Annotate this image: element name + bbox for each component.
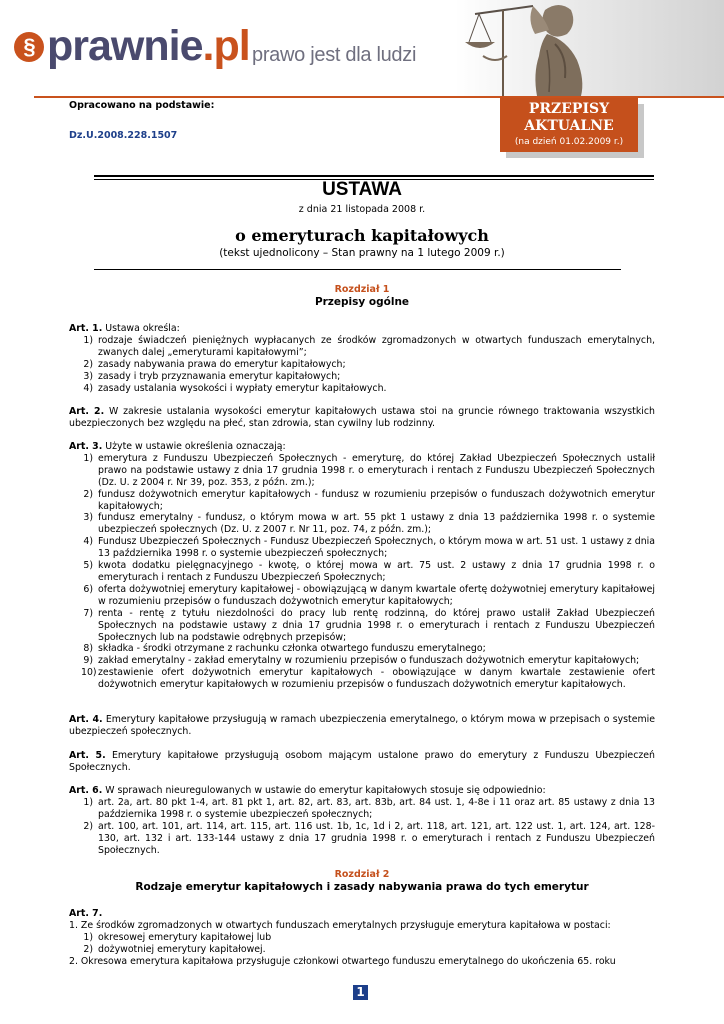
title-rule-top [94,175,654,177]
chapter-1-title: Przepisy ogólne [314,296,410,308]
article-7-heading: Art. 7. [69,908,103,919]
logo-mark-icon: § [14,32,44,62]
article-1 [69,323,655,394]
article-6-heading: Art. 6. [69,785,103,796]
list-item: 1) emerytura z Funduszu Ubezpieczeń Społecznych - emeryturę, do której Zakład Ubezpieczeń Społecznych ustalił prawo na podstawie ustawy z dnia 17 grudnia 1998 r. o emeryturach i rentach z Funduszu Ubezpieczeń Społecznych (Dz. U. z 2004 r. Nr 39, poz. 353, z późn. zm.); [83,452,655,488]
site-logo[interactable]: § prawnie.pl [14,16,250,76]
list-item: 4) zasady ustalania wysokości i wypłaty emerytur kapitałowych. [83,382,387,394]
list-item: 2) art. 100, art. 101, art. 114, art. 115, art. 116 ust. 1b, 1c, 1d i 2, art. 118, art. 121, art. 122 ust. 1, art. 124, art. 128-130, art. 132 i art. 133-144 ustawy z dnia 17 grudnia 1998 r. o emeryturach i rentach z Funduszu Ubezpieczeń Społecznych. [83,820,655,856]
list-item: 7) renta - rentę z tytułu niezdolności do pracy lub rentę rodzinną, do której prawo ustalił Zakład Ubezpieczeń Społecznych na podstawie ustawy z dnia 17 grudnia 1998 r. o emeryturach i rentach z Funduszu Ubezpieczeń Społecznych lub na podstawie odrębnych przepisów; [83,607,655,643]
justice-statue-icon [455,0,724,96]
article-2-text: W zakresie ustalania wysokości emerytur kapitałowych ustawa stoi na gruncie równego traktowania wszystkich ubezpieczonych bez względu na płeć, stan zdrowia, stan cywilny lub rodzinny. [69,406,655,429]
article-4-text: Emerytury kapitałowe przysługują w ramach ubezpieczenia emerytalnego, o którym mowa w przepisach o systemie ubezpieczeń społecznych. [69,714,655,737]
article-3-intro: Użyte w ustawie określenia oznaczają: [105,441,286,452]
site-header [0,0,724,98]
list-item: 2) zasady nabywania prawa do emerytur kapitałowych; [83,358,346,370]
status-badge-shadow [506,101,644,158]
article-1-heading: Art. 1. [69,323,103,334]
chapter-1-label: Rozdział 1 [334,284,390,295]
article-6 [69,785,655,856]
source-reference: Dz.U.2008.228.1507 [69,130,178,141]
article-1-intro: Ustawa określa: [105,323,180,334]
article-3 [69,441,655,691]
list-item: 1) rodzaje świadczeń pieniężnych wypłacanych ze środków zgromadzonych w otwartych funduszach emerytalnych, zwanych dalej „emeryturami kapitałowymi”; [83,334,655,358]
badge-date: (na dzień 01.02.2009 r.) [514,137,624,147]
article-7-paragraph-2: 2. Okresowa emerytura kapitałowa przysługuje członkowi otwartego funduszu emerytalnego do ukończenia 65. roku [69,955,616,967]
document-type: USTAWA [322,179,402,200]
title-rule-bottom [94,269,621,270]
status-badge [500,98,638,152]
article-6-intro: W sprawach nieuregulowanych w ustawie do emerytur kapitałowych stosuje się odpowiednio: [105,785,546,796]
article-7-paragraph-1: 1. Ze środków zgromadzonych w otwartych funduszach emerytalnych przysługuje emerytura kapitałowa w postaci: [69,919,611,931]
document-date: z dnia 21 listopada 2008 r. [298,204,426,215]
article-5-heading: Art. 5. [69,750,106,761]
article-4 [69,714,655,738]
list-item: 4) Fundusz Ubezpieczeń Społecznych - Fundusz Ubezpieczeń Społecznych, o którym mowa w art. 51 ust. 1 ustawy z dnia 13 października 1998 r. o systemie ubezpieczeń społecznych; [83,536,655,560]
list-item: 9) zakład emerytalny - zakład emerytalny w rozumieniu przepisów o funduszach dożywotnich emerytur kapitałowych; [83,655,640,667]
article-4-heading: Art. 4. [69,714,103,725]
source-label: Opracowano na podstawie: [69,100,215,111]
chapter-2-title: Rodzaje emerytur kapitałowych i zasady nabywania prawa do tych emerytur [135,881,589,893]
document-title: o emeryturach kapitałowych [235,226,489,245]
article-7 [69,908,655,968]
article-5-text: Emerytury kapitałowe przysługują osobom mającym ustalone prawo do emerytury z Funduszu Ubezpieczeń Społecznych. [69,750,655,773]
article-2-heading: Art. 2. [69,406,105,417]
list-item: 6) oferta dożywotniej emerytury kapitałowej - obowiązującą w danym kwartale ofertę dożywotniej emerytury kapitałowej w rozumieniu przepisów o funduszach dożywotnich emerytur kapitałowych; [83,583,655,607]
badge-line-1: PRZEPISY [528,101,610,117]
article-5 [69,750,655,774]
chapter-2-label: Rozdział 2 [334,869,390,880]
list-item: 1) okresowej emerytury kapitałowej lub [83,931,272,943]
list-item: 5) kwota dodatku pielęgnacyjnego - kwotę, o której mowa w art. 75 ust. 2 ustawy z dnia 17 grudnia 1998 r. o emeryturach i rentach z Funduszu Ubezpieczeń Społecznych; [83,560,655,583]
list-item: 2) fundusz dożywotnich emerytur kapitałowych - fundusz w rozumieniu przepisów o funduszach dożywotnich emerytur kapitałowych; [83,488,655,512]
list-item: 8) składka - środki otrzymane z rachunku członka otwartego funduszu emerytalnego; [83,643,486,655]
site-tagline: prawo jest dla ludzi [252,44,417,66]
badge-line-2: AKTUALNE [524,118,614,134]
list-item: 3) fundusz emerytalny - fundusz, o którym mowa w art. 55 pkt 1 ustawy z dnia 13 października 1998 r. o systemie ubezpieczeń społecznych (Dz. U. z 2007 r. Nr 11, poz. 74, z późn. zm.); [83,512,655,536]
list-item: 3) zasady i tryb przyznawania emerytur kapitałowych; [83,370,341,382]
page-number: 1 [353,985,368,1000]
document-subtitle: (tekst ujednolicony – Stan prawny na 1 lutego 2009 r.) [219,247,505,259]
list-item: 2) dożywotniej emerytury kapitałowej. [83,943,266,955]
list-item: 10) zestawienie ofert dożywotnich emerytur kapitałowych - obowiązujące w danym kwartale zestawienie ofert dożywotnich emerytur kapitałowych w rozumieniu przepisów o funduszach dożywotnich emerytur kapitałowych. [81,667,655,691]
list-item: 1) art. 2a, art. 80 pkt 1-4, art. 81 pkt 1, art. 82, art. 83, art. 83b, art. 84 ust. 1, 4-8e i 11 oraz art. 85 ustawy z dnia 13 października 1998 r. o systemie ubezpieczeń społecznych; [83,796,655,820]
article-3-heading: Art. 3. [69,441,103,452]
article-2 [69,406,655,430]
